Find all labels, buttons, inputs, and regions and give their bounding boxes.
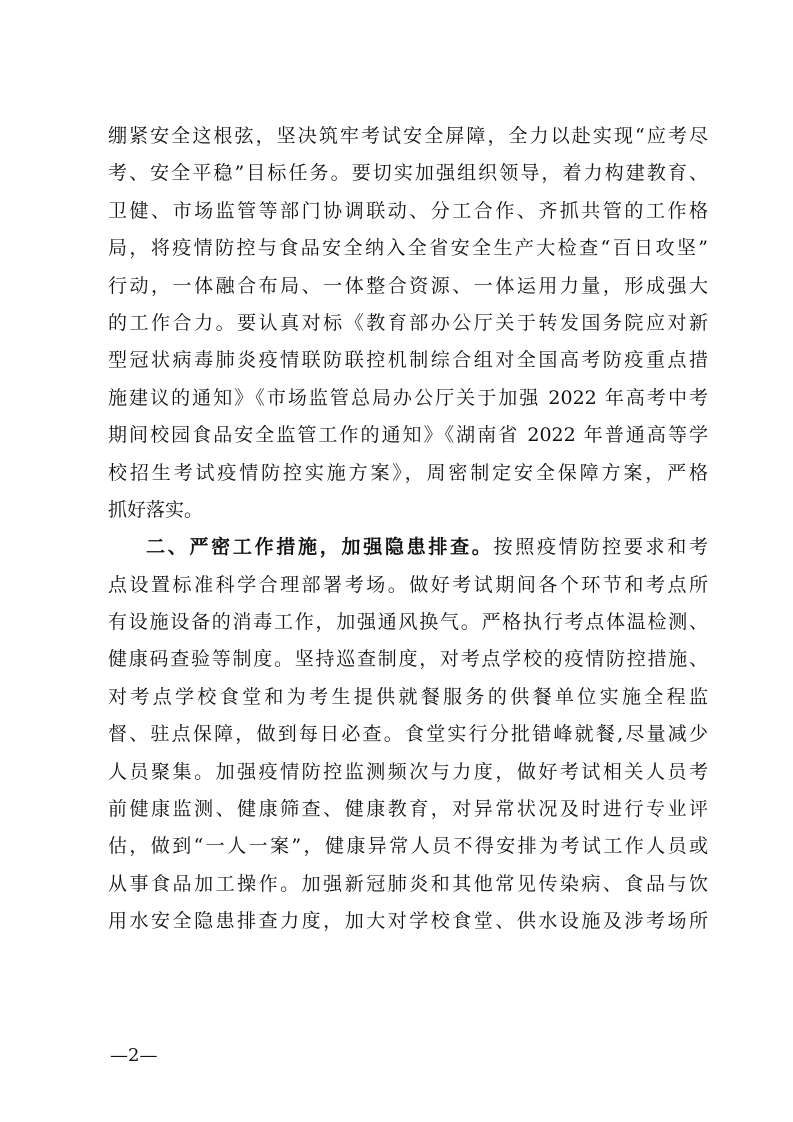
text-line: 局，将疫情防控与食品安全纳入全省安全生产大检查“百日攻坚” [108,237,708,260]
text-line: 校招生考试疫情防控实施方案》，周密制定安全保障方案，严格 [108,461,708,484]
text-line: 健康码查验等制度。坚持巡查制度，对考点学校的疫情防控措施、 [108,648,708,671]
section-heading: 二、严密工作措施，加强隐患排查。 [146,536,494,559]
body-text [108,118,708,941]
heading-line-rest: 按照疫情防控要求和考 [493,536,708,559]
text-line: 考、安全平稳”目标任务。要切实加强组织领导，着力构建教育、 [108,162,708,185]
text-line: 型冠状病毒肺炎疫情联防联控机制综合组对全国高考防疫重点措 [108,349,708,372]
text-line: 绷紧安全这根弦，坚决筑牢考试安全屏障，全力以赴实现“应考尽 [108,125,708,147]
text-line: 点设置标准科学合理部署考场。做好考试期间各个环节和考点所 [108,573,708,596]
text-line: 估，做到“一人一案”，健康异常人员不得安排为考试工作人员或 [108,835,708,858]
text-line: 行动，一体融合布局、一体整合资源、一体运用力量，形成强大 [108,274,708,297]
paragraph-1 [108,118,708,529]
text-line: 卫健、市场监管等部门协调联动、分工合作、齐抓共管的工作格 [108,199,708,222]
text-line: 用水安全隐患排查力度，加大对学校食堂、供水设施及涉考场所 [108,910,708,933]
text-line: 抓好落实。 [108,498,204,521]
paragraph-2-first-line [108,529,708,566]
text-line: 的工作合力。要认真对标《教育部办公厅关于转发国务院应对新 [108,311,708,334]
text-line: 施建议的通知》《市场监管总局办公厅关于加强 2022 年高考中考 [108,386,708,409]
text-line: 督、驻点保障，做到每日必查。食堂实行分批错峰就餐,尽量减少 [108,723,708,746]
text-line: 期间校园食品安全监管工作的通知》《湖南省 2022 年普通高等学 [108,424,708,447]
paragraph-2 [108,529,708,940]
text-line: 有设施设备的消毒工作，加强通风换气。严格执行考点体温检测、 [108,611,708,634]
text-line: 人员聚集。加强疫情防控监测频次与力度，做好考试相关人员考 [108,760,708,783]
text-line: 前健康监测、健康筛查、健康教育，对异常状况及时进行专业评 [108,798,708,821]
page-number: —2— [110,1045,158,1066]
text-line: 对考点学校食堂和为考生提供就餐服务的供餐单位实施全程监 [108,685,708,708]
text-line: 从事食品加工操作。加强新冠肺炎和其他常见传染病、食品与饮 [108,872,708,895]
